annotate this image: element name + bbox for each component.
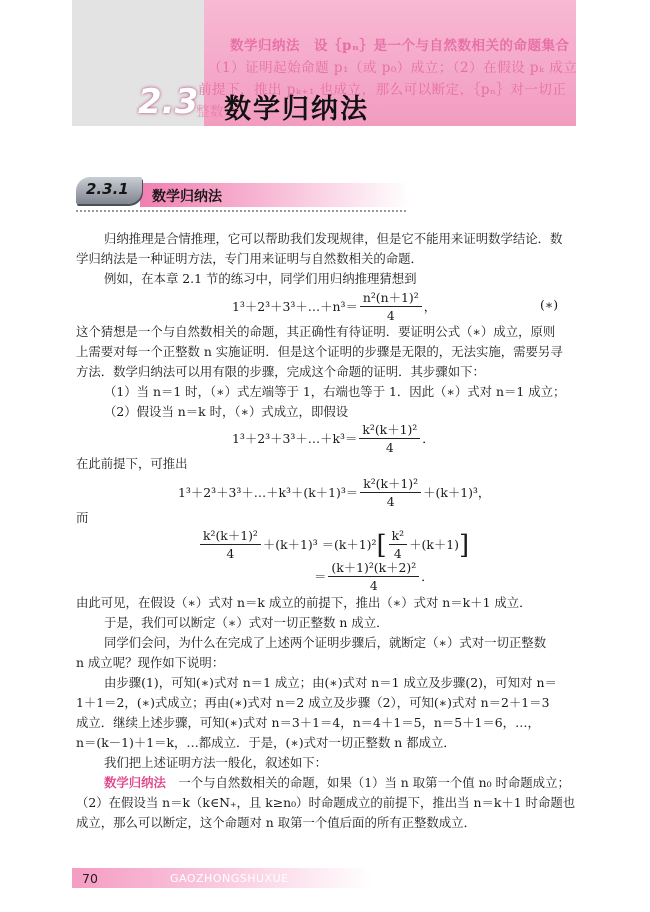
paragraph-line: 由此可见，在假设（∗）式对 n＝k 成立的前提下，推出（∗）式对 n＝k＋1 成立． xyxy=(76,595,532,610)
fraction-denominator: 4 xyxy=(386,494,395,510)
paragraph-line: 学归纳法是一种证明方法，专门用来证明与自然数相关的命题． xyxy=(76,251,423,266)
subsection-divider xyxy=(76,210,406,212)
banner-ghost-line: 前提下，推出 pₖ₊₁ 也成立，那么可以断定，｛pₙ｝对一切正 xyxy=(198,82,567,98)
equation-result xyxy=(314,562,434,593)
equation-derivation xyxy=(178,478,490,509)
paragraph-line: 同学们会问，为什么在完成了上述两个证明步骤后，就断定（∗）式对一切正整数 xyxy=(104,635,547,650)
equation-lhs: 1³＋2³＋3³＋…＋k³＝ xyxy=(232,430,358,446)
fraction xyxy=(360,478,421,509)
paragraph-line: n＝(k－1)＋1＝k，…都成立．于是，(∗)式对一切正整数 n 都成立． xyxy=(76,735,456,750)
fraction-numerator: k²(k＋1)² xyxy=(360,478,421,493)
equation-inner-tail: ＋(k＋1) xyxy=(409,536,459,552)
paragraph-line: 归纳推理是合情推理，它可以帮助我们发现规律，但是它不能用来证明数学结论．数 xyxy=(104,231,563,246)
subsection-number: 2.3.1 xyxy=(86,180,129,198)
paragraph-line: 由步骤(1)，可知(∗)式对 n＝1 成立；由(∗)式对 n＝1 成立及步骤(2)，可知对 n＝ xyxy=(104,675,557,690)
section-title: 数学归纳法 xyxy=(224,94,369,125)
section-number: 2.3 xyxy=(138,82,199,122)
paragraph-line: 而 xyxy=(76,510,89,525)
banner-ghost-line: （1）证明起始命题 p₁（或 p₀）成立；（2）在假设 pₖ 成立 xyxy=(208,60,578,76)
subsection-title: 数学归纳法 xyxy=(152,189,222,205)
fraction-numerator: n²(n＋1)² xyxy=(360,292,422,307)
equation-expansion xyxy=(198,530,469,561)
fraction xyxy=(200,530,261,561)
equation-tail: ＋(k＋1)³， xyxy=(423,484,491,500)
paragraph-line: n 成立呢？现作如下说明： xyxy=(76,655,225,670)
step-two: （2）假设当 n＝k 时，（∗）式成立，即假设 xyxy=(104,404,349,419)
definition-line xyxy=(104,777,570,789)
definition-line: 成立，那么可以断定，这个命题对 n 取第一个值后面的所有正整数成立． xyxy=(76,815,476,830)
fraction-numerator: k²(k＋1)² xyxy=(359,424,420,439)
banner-ghost-line: 数学归纳法 设｛pₙ｝是一个与自然数相关的命题集合 xyxy=(230,38,570,54)
fraction xyxy=(359,424,420,455)
definition-text: 一个与自然数相关的命题，如果（1）当 n 取第一个值 n₀ 时命题成立； xyxy=(165,775,570,790)
bracket-left: [ xyxy=(376,530,387,561)
paragraph-line: 例如，在本章 2.1 节的练习中，同学们用归纳推理猜想到 xyxy=(104,271,417,286)
equation-tail: ． xyxy=(422,430,435,446)
equation-tail: ， xyxy=(423,298,437,314)
equation-tail: ． xyxy=(421,568,434,584)
fraction xyxy=(328,562,419,593)
paragraph-line: 成立．继续上述步骤，可知(∗)式对 n＝3＋1＝4，n＝4＋1＝5，n＝5＋1＝6，…， xyxy=(76,715,540,730)
definition-line: （2）在假设当 n＝k（k∈N₊，且 k≥n₀）时命题成立的前提下，推出当 n＝k＋1 时命题也 xyxy=(76,795,576,810)
equation-star xyxy=(232,292,436,323)
fraction-numerator: k² xyxy=(389,530,407,545)
fraction-denominator: 4 xyxy=(385,440,394,456)
bracket-right: ] xyxy=(458,530,470,561)
footer-brand: GAOZHONGSHUXUE xyxy=(170,872,289,885)
paragraph-line: 于是，我们可以断定（∗）式对一切正整数 n 成立． xyxy=(104,615,389,630)
paragraph-line: 1＋1＝2，(∗)式成立；再由(∗)式对 n＝2 成立及步骤（2），可知(∗)式对 n＝2＋1＝3 xyxy=(76,695,550,710)
paragraph-line: 上需要对每一个正整数 n 实施证明．但是这个证明的步骤是无限的，无法实施，需要另寻 xyxy=(76,344,563,359)
equation-middle: ＋(k＋1)³ ＝(k＋1)² xyxy=(262,536,377,552)
equation-equals: ＝ xyxy=(314,568,327,584)
equation-lhs: 1³＋2³＋3³＋…＋n³＝ xyxy=(232,298,358,314)
paragraph-line: 在此前提下，可推出 xyxy=(76,456,188,471)
page-number: 70 xyxy=(82,871,98,886)
fraction xyxy=(389,530,407,561)
fraction-denominator: 4 xyxy=(386,308,395,324)
equation-hypothesis xyxy=(232,424,435,455)
paragraph-line: 方法．数学归纳法可以用有限的步骤，完成这个命题的证明．其步骤如下： xyxy=(76,364,485,379)
fraction-numerator: k²(k＋1)² xyxy=(200,530,261,545)
fraction-numerator: (k＋1)²(k＋2)² xyxy=(328,562,419,577)
fraction-denominator: 4 xyxy=(226,546,235,562)
paragraph-line: 我们把上述证明方法一般化，叙述如下： xyxy=(104,755,328,770)
banner-ghost-line: 整数 xyxy=(196,104,224,120)
equation-tag: (∗) xyxy=(540,297,559,312)
paragraph-line: 这个猜想是一个与自然数相关的命题，其正确性有待证明．要证明公式（∗）成立，原则 xyxy=(76,324,556,339)
equation-lhs: 1³＋2³＋3³＋…＋k³＋(k＋1)³＝ xyxy=(178,484,359,500)
definition-term: 数学归纳法 xyxy=(104,775,166,790)
fraction-denominator: 4 xyxy=(393,546,402,562)
fraction-denominator: 4 xyxy=(369,578,378,594)
step-one: （1）当 n＝1 时，（∗）式左端等于 1，右端也等于 1．因此（∗）式对 n＝1 成立； xyxy=(104,384,566,399)
fraction xyxy=(360,292,422,323)
